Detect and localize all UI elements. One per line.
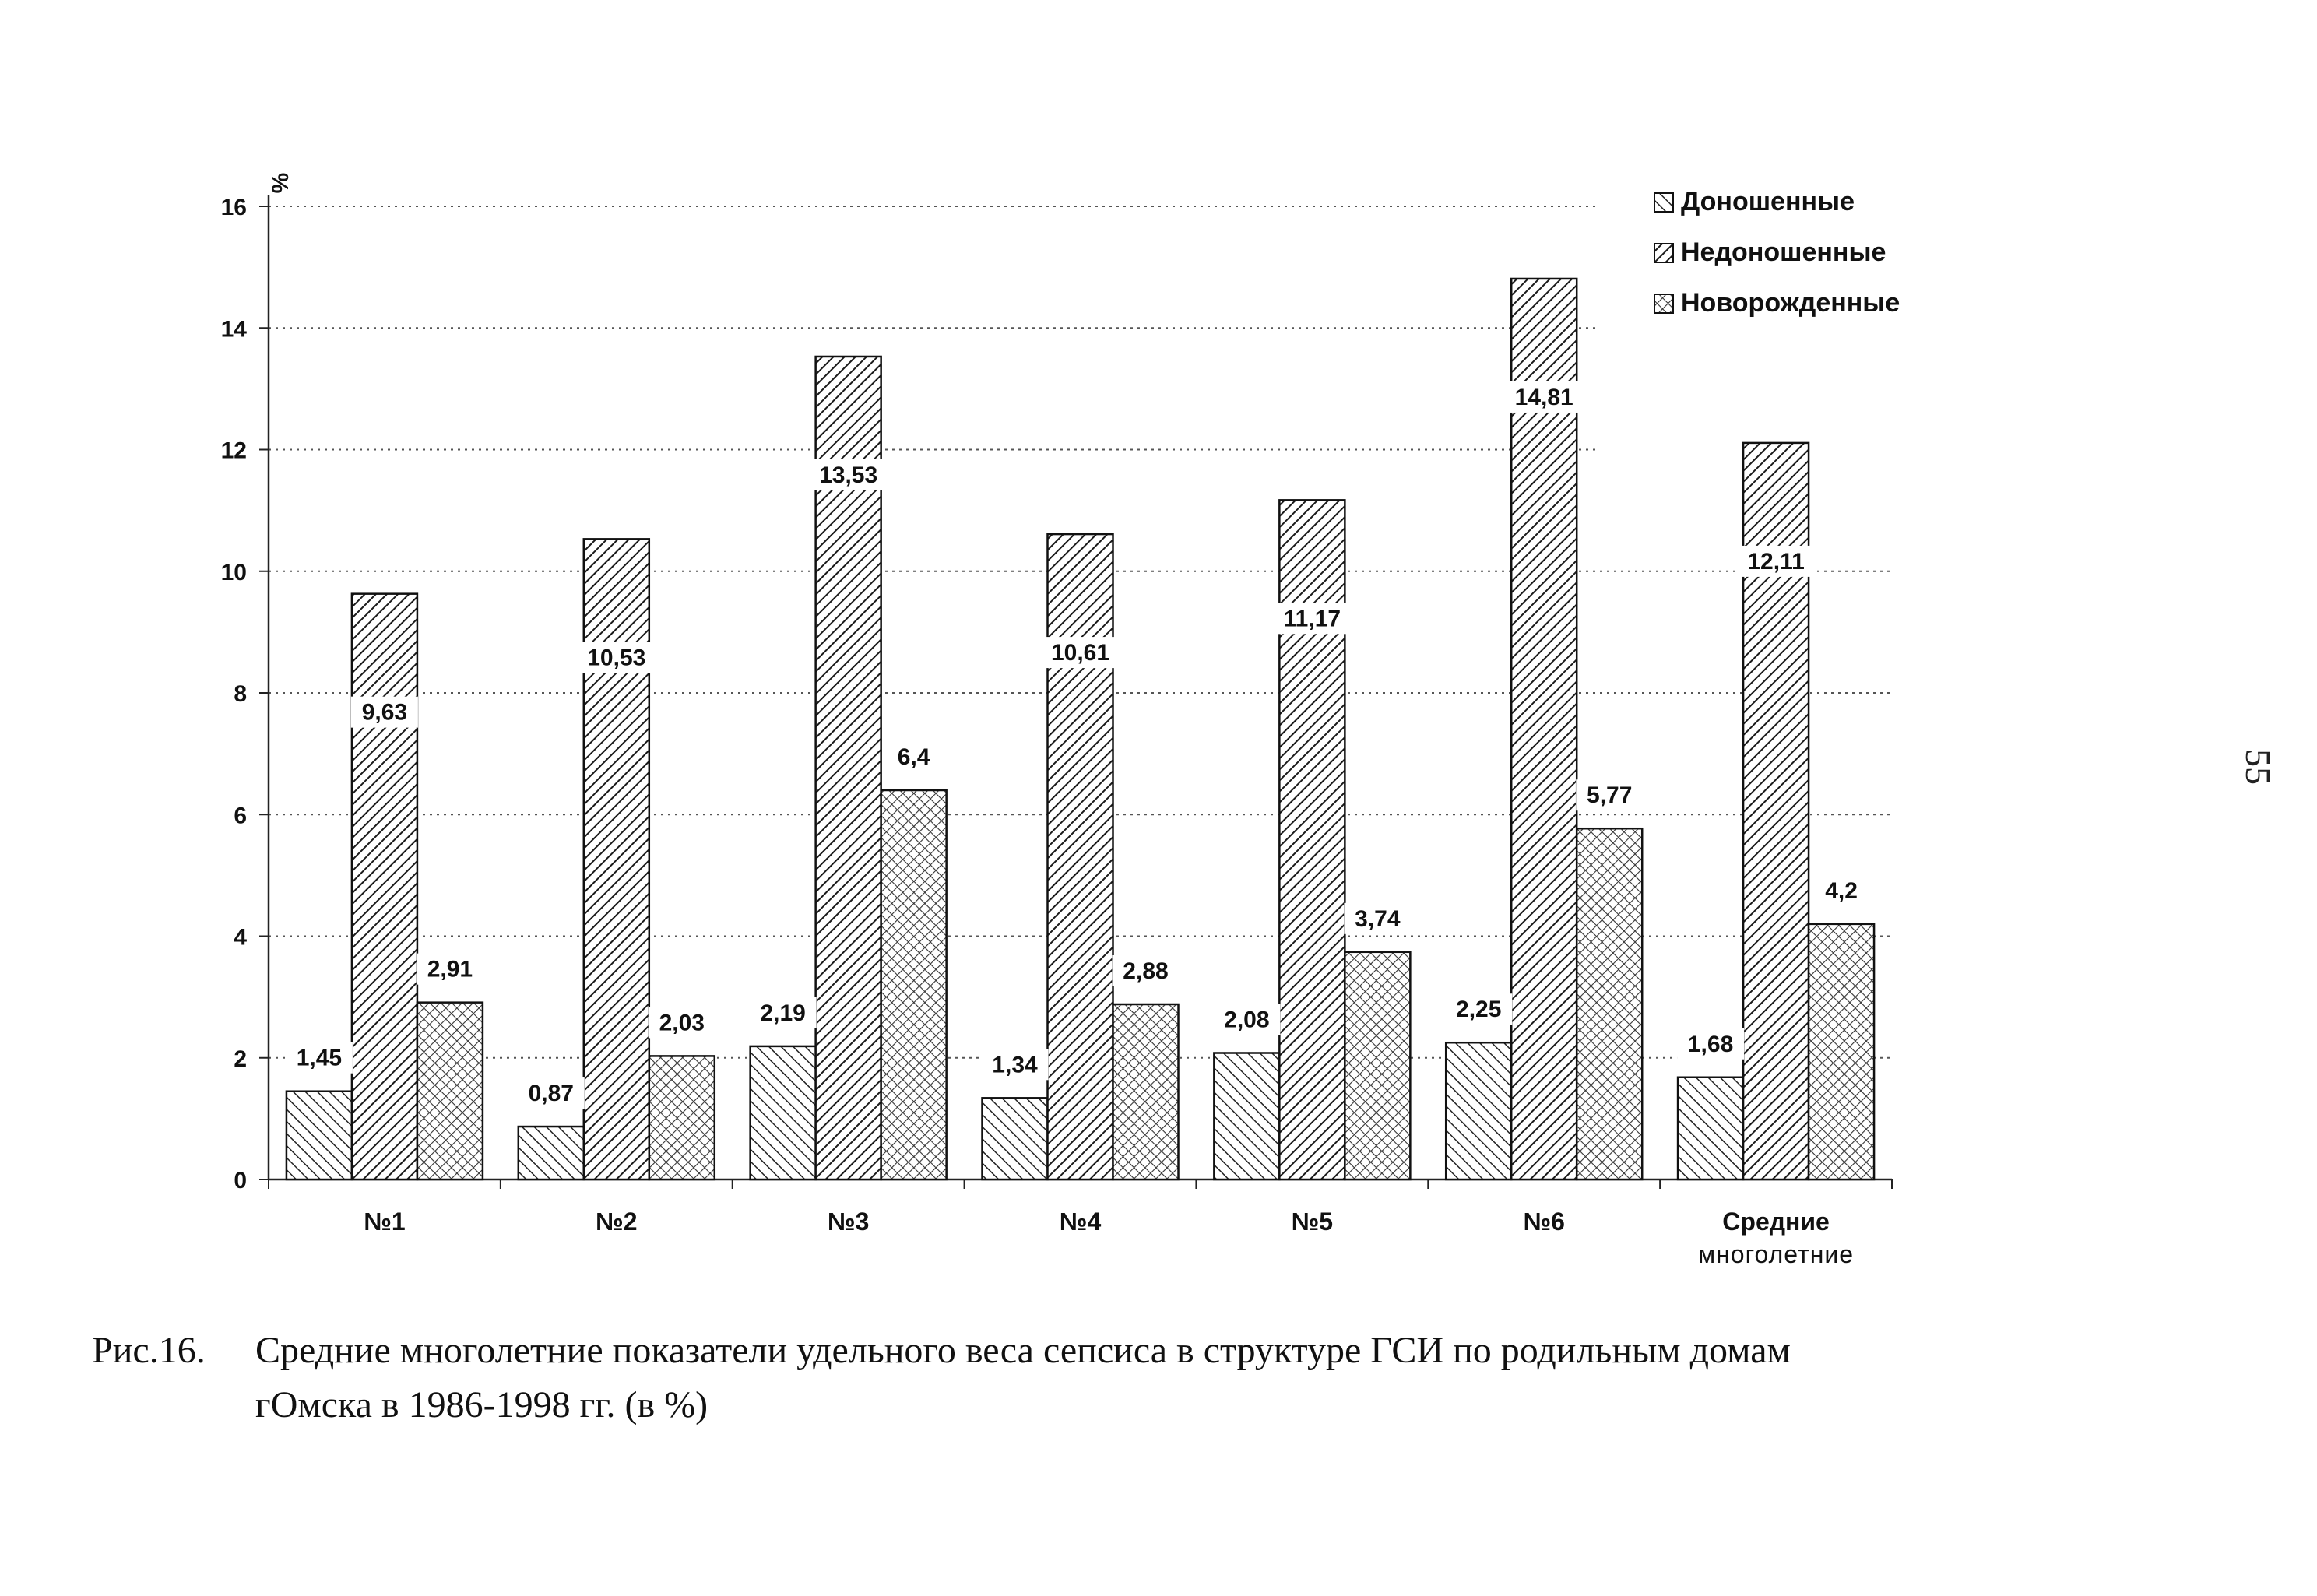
bar (1809, 924, 1874, 1179)
caption-line-1 (92, 1324, 2038, 1378)
legend-swatch (1654, 193, 1673, 212)
bar (352, 594, 417, 1179)
value-label: 12,11 (1747, 548, 1805, 575)
x-tick-label: №1 (364, 1208, 406, 1236)
bar (881, 790, 947, 1179)
value-label: 6,4 (897, 744, 930, 770)
value-label: 1,34 (992, 1052, 1038, 1078)
bar (1678, 1077, 1743, 1179)
value-label: 2,91 (427, 956, 473, 983)
value-label: 2,25 (1456, 997, 1502, 1023)
legend-label: Недоношенные (1681, 237, 1886, 267)
value-label: 13,53 (819, 462, 878, 488)
y-tick-label: 4 (234, 924, 247, 951)
bar (1577, 828, 1642, 1179)
bar (751, 1046, 816, 1179)
x-tick-label: №5 (1291, 1208, 1334, 1236)
x-tick-label: №2 (596, 1208, 638, 1236)
value-label: 2,19 (760, 1000, 806, 1026)
value-label: 1,68 (1687, 1031, 1734, 1057)
figure-caption (92, 1324, 2038, 1433)
x-tick-label: многолетние (1698, 1240, 1855, 1268)
bar (1345, 952, 1410, 1179)
bar (584, 539, 649, 1179)
x-tick-label: №6 (1523, 1208, 1565, 1236)
value-label: 4,2 (1825, 877, 1858, 904)
figure-number: Рис.16. (92, 1330, 206, 1371)
bar (1214, 1053, 1279, 1180)
value-label: 10,53 (587, 645, 646, 671)
bar (1113, 1004, 1179, 1179)
value-label: 1,45 (296, 1045, 343, 1071)
bar (519, 1127, 584, 1179)
bar (983, 1098, 1048, 1179)
bar (1048, 534, 1113, 1179)
bar (649, 1056, 715, 1179)
y-tick-label: 12 (220, 438, 247, 464)
legend-label: Новорожденные (1681, 288, 1900, 318)
x-tick-label: №3 (827, 1208, 870, 1236)
value-label: 10,61 (1050, 640, 1110, 666)
legend (1654, 187, 1900, 318)
bar (1446, 1042, 1511, 1179)
legend-label: Доношенные (1681, 187, 1855, 216)
y-axis-label: % (268, 172, 294, 194)
bar (1511, 279, 1577, 1179)
bar (417, 1003, 483, 1179)
legend-swatch (1654, 244, 1673, 262)
x-tick-label: Средние (1722, 1208, 1830, 1236)
x-tick-label: №4 (1059, 1208, 1102, 1236)
y-tick-label: 0 (234, 1168, 247, 1193)
value-label: 3,74 (1355, 905, 1401, 932)
y-tick-label: 16 (220, 195, 247, 220)
value-label: 2,88 (1123, 958, 1169, 984)
bar (287, 1092, 352, 1179)
value-label: 14,81 (1514, 384, 1573, 410)
value-label: 0,87 (528, 1081, 574, 1107)
value-label: 9,63 (361, 699, 408, 726)
caption-text-1: Средние многолетние показатели удельного веса сепсиса в структуре ГСИ по родильным домам (255, 1330, 1791, 1371)
y-tick-label: 8 (234, 681, 247, 707)
y-tick-label: 14 (220, 316, 247, 343)
legend-swatch (1654, 294, 1673, 313)
y-tick-label: 6 (234, 803, 247, 829)
y-tick-label: 10 (220, 559, 247, 585)
caption-line-2: гОмска в 1986-1998 гг. (в %) (255, 1384, 708, 1426)
value-label: 11,17 (1283, 606, 1341, 632)
y-tick-label: 2 (234, 1046, 247, 1072)
bars (287, 279, 1874, 1179)
bar (1279, 500, 1345, 1179)
value-label: 2,03 (659, 1010, 705, 1036)
page-number: 55 (2238, 749, 2278, 785)
value-label: 5,77 (1587, 782, 1633, 809)
value-label: 2,08 (1224, 1007, 1270, 1033)
